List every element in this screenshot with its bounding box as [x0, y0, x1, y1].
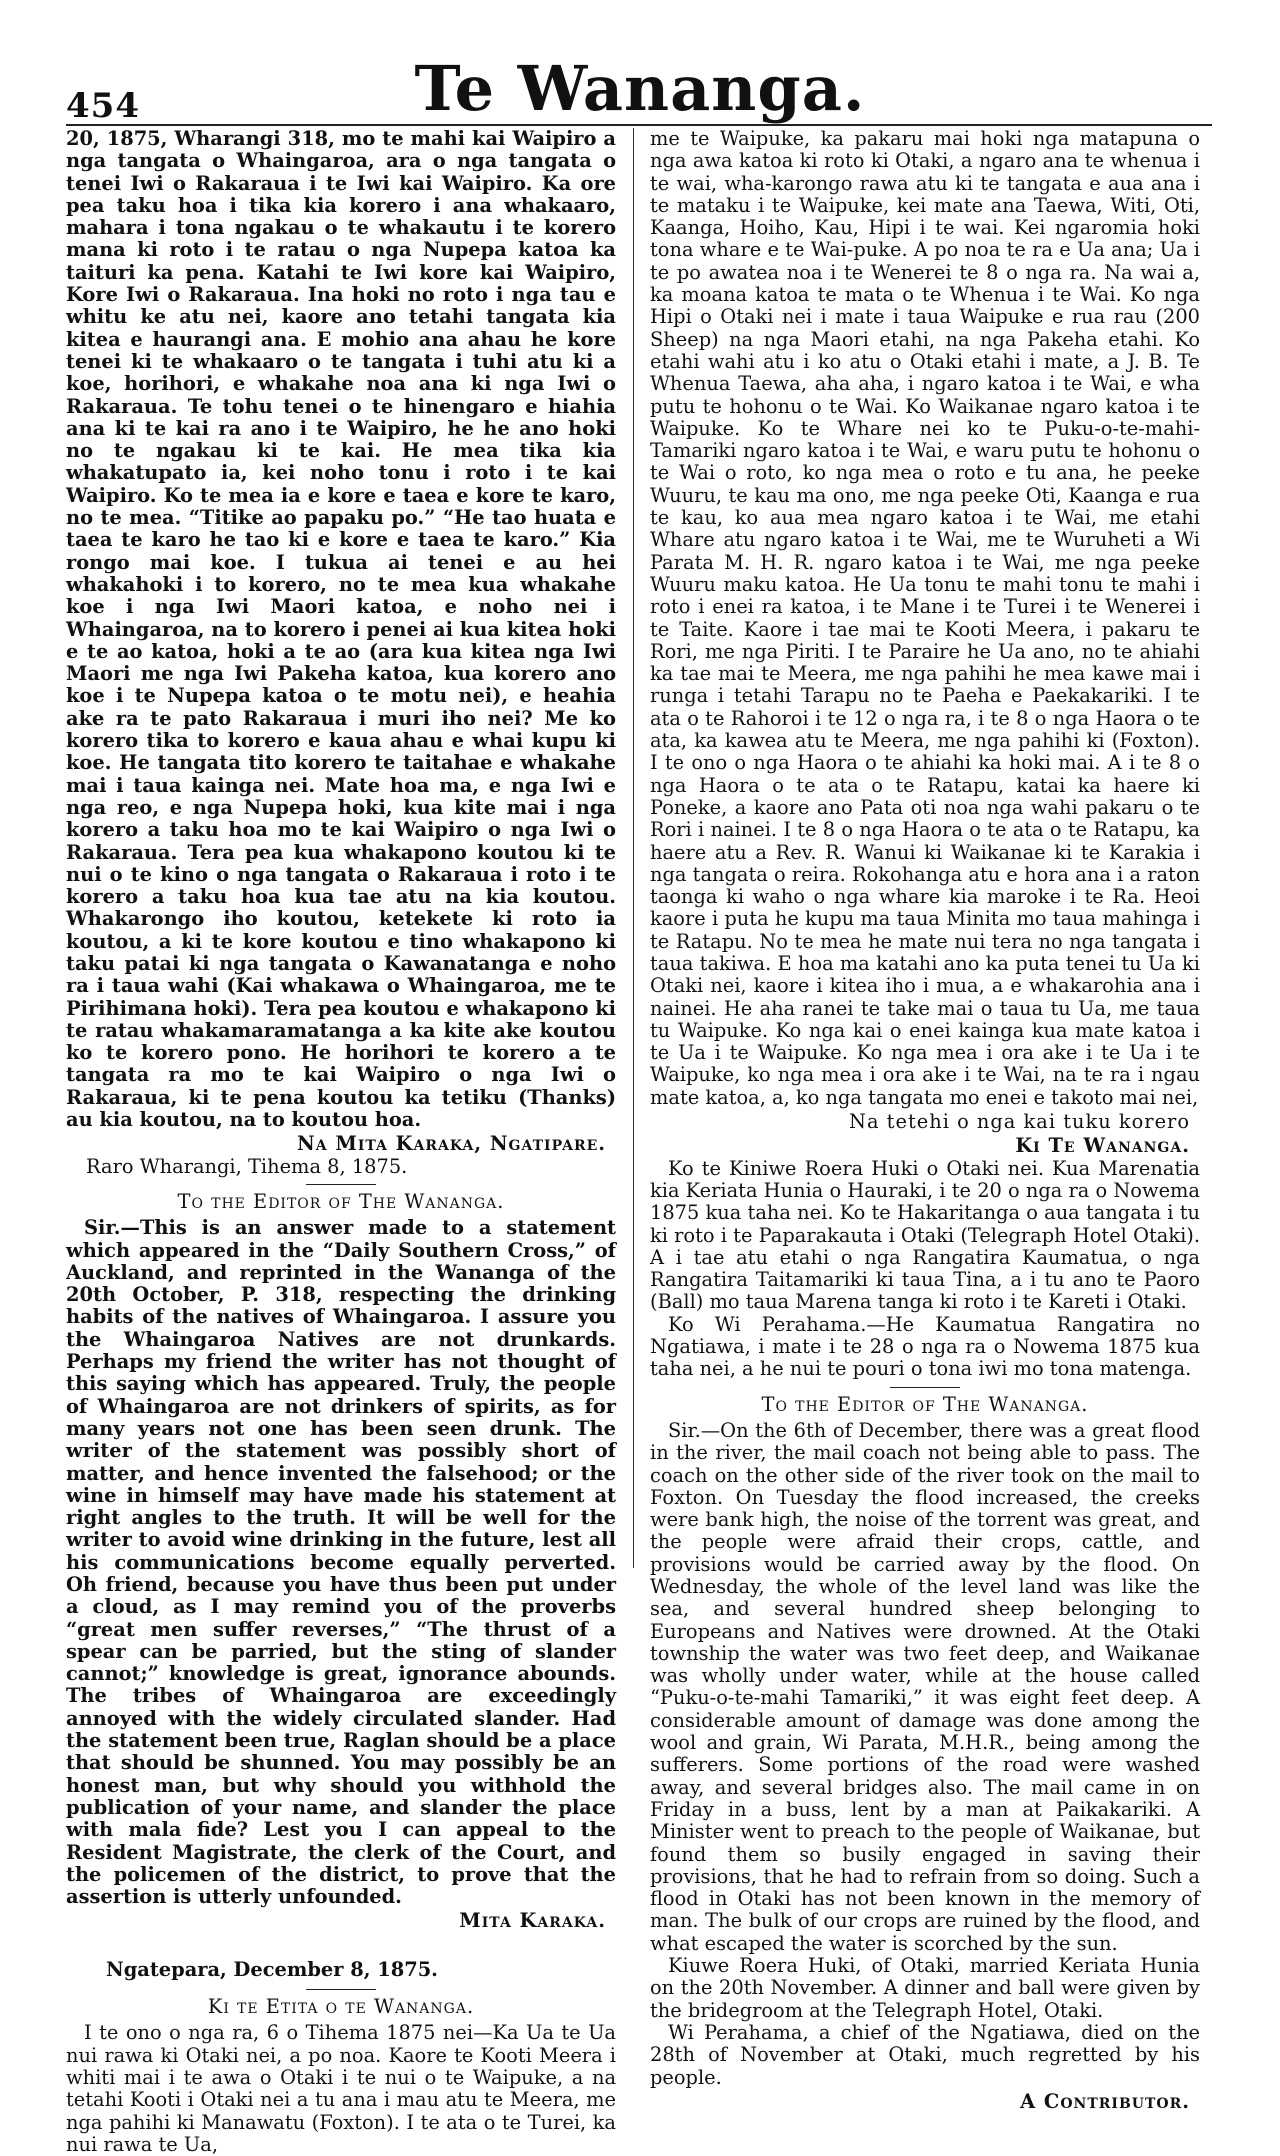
letter-english-paragraph: Sir.—This is an answer made to a statement which appeared in the “Daily Southern Cross,” of Auckland, and reprinted in the Wananga of the 20th October, P. 318, respecting the drinking habits of the natives of Whaingaroa. I assure you the Whaingaroa Natives are not drunkards. Perhaps my friend the writer has not thought of this saying which has appeared. Truly, the people of Whaingaroa are not drinkers of spirits, as for many years not one has been seen drunk. The writer of the statement was possibly short of matter, and hence invented the falsehood; or the wine in himself may have made his statement at right angles to the truth. It will be well for the writer to avoid wine drinking in the future, lest all his communications become equally perverted. Oh friend, because you have thus been put under a cloud, as I may remind you of the proverbs “great men suffer reverses,” “The thrust of a spear can be parried, but the sting of slander cannot;” knowledge is great, ignorance abounds. The tribes of Whaingaroa are exceedingly annoyed with the widely circulated slander. Had the statement been true, Raglan should be a place that should be shunned. You may possibly be an honest man, but why should you withhold the publication of your name, and slander the place with mala fide? Lest you I can appeal to the Resident Magistrate, the clerk of the Court, and the policemen of the district, to prove that the assertion is utterly unfounded.: [66, 1216, 616, 1909]
marriage-notice-english: Kiuwe Roera Huki, of Otaki, married Keriata Hunia on the 20th November. A dinner and ball were given by the bridegroom at the Telegraph Hotel, Otaki.: [650, 1954, 1200, 2022]
report-english-signature: A Contributor.: [1020, 2089, 1190, 2113]
report-maori-continued: me te Waipuke, ka pakaru mai hoki nga matapuna o nga awa katoa ki roto ki Otaki, a ngaro ana te whenua i te wai, wha-karongo rawa atu ki te tangata e aua ana i te mataku i te Waipuke, kei mate ana Taewa, Witi, Oti, Kaanga, Hoiho, Kau, Hipi i te wai. Kei ngaromia hoki tona whare e te Wai-puke. A po noa te ra e Ua ana; Ua i te po awatea noa i te Wenerei te 8 o nga ra. Na wai a, ka moana katoa te mata o te Whenua i te Wai. Ko nga Hipi o Otaki nei i mate i taua Waipuke e rua rau (200 Sheep) na nga Maori etahi, na nga Pakeha etahi. Ko etahi wahi atu i ko atu o Otaki etahi i mate, a J. B. Te Whenua Taewa, aha aha, i ngaro katoa i te Wai, e wha putu te hohonu o te Wai. Ko Waikanae ngaro katoa i te Waipuke. Ko te Whare nei ko te Puku-o-te-mahi-Tamariki ngaro katoa i te Wai, e waru putu te hohonu o te Wai o roto, ko nga mea o roto e tu ana, he peeke Wuuru, te kau ma ono, me nga peeke Oti, Kaanga e rua te kau, ko aua mea ngaro katoa i te Wai, me etahi Whare atu ngaro katoa i te Wai, me te Wuruheti a Wi Parata M. H. R. ngaro katoa i te Wai, me nga peeke Wuuru maku katoa. He Ua tonu te mahi tonu te mahi i roto i enei ra katoa, i te Mane i te Turei i te Wenerei i te Taite. Kaore i tae mai te Kooti Meera, i pakaru te Rori, me nga Piriti. I te Paraire he Ua ano, no te ahiahi ka tae mai te Meera, me nga pahihi he mea kawe mai i runga i tetahi Tarapu no te Paeha e Paekakariki. I te ata o te Rahoroi i te 12 o nga ra, i te 8 o nga Haora o te ata, ka kawea atu te Meera, me nga pahihi ki (Foxton). I te ono o nga Haora o te ahiahi ka hoki mai. A i te 8 o nga Haora o te ata o te Ratapu, katai ka haere ki Poneke, a kaore ano Pata oti noa nga wahi pakaru o te Rori i nainei. I te 8 o nga Haora o te ata o te Ratapu, ka haere atu a Rev. R. Wanui ki Waikanae ki te Karakia i nga tangata o reira. Rokohanga atu e hora ana i a raton taonga ki waho o nga whare kia maroke i te Ra. Heoi kaore i puta he kupu ma taua Minita mo taua mahinga i te Ratapu. No te mea he mate nui tera no nga tangata i taua takiwa. E hoa ma katahi ano ka puta tenei tu Ua ki Otaki nei, kaore i kitea iho i mua, a e whakarohia ana i nainei. He aha ranei te take mai o taua tu Ua, me taua tu Waipuke. Ko nga kai o enei kainga kua mate katoa i te Ua i te Waipuke. Ko nga mea i ora ake i te Ua i te Waipuke, ko nga mea i ora ake i te Wai, na te ra i ngau mate katoa, a, ko nga tangata mo enei e takoto mai nei,: [650, 127, 1200, 1109]
letter-maori-dateline: Raro Wharangi, Tihema 8, 1875.: [86, 1154, 408, 1178]
page-number: 454: [66, 86, 140, 126]
letter-maori-paragraph: 20, 1875, Wharangi 318, mo te mahi kai Waipiro a nga tangata o Whaingaroa, ara o nga tangata o tenei Iwi o Rakaraua i te Iwi kai Waipiro. Ka ore pea taku hoa i tika kia korero i ana whakaaro, mahara i tona ngakau o te whakautu i te korero mana ki roto i te ratau o nga Nupepa katoa ka taituri ka pena. Katahi te Iwi kore kai Waipiro, Kore Iwi o Rakaraua. Ina hoki no roto i nga tau e whitu ke atu nei, kaore ano tetahi tangata kia kitea e haurangi ana. E mohio ana ahau he kore tenei ki te whakaaro o te tangata i tuhi atu ki a koe, horihori, e whakahe noa ana ki nga Iwi o Rakaraua. Te tohu tenei o te hinengaro e hiahia ana ki te kai ra ano i te Waipiro, he he ano hoki no te ngakau ki te kai. He mea tika kia whakatupato ia, kei noho tonu i roto i te kai Waipiro. Ko te mea ia e kore e taea e kore te karo, no te mea. “Titike ao papaku po.” “He tao huata e taea te karo he tao ki e kore e taea te karo.” Kia rongo mai koe. I tukua ai tenei e au hei whakahoki i to korero, no te mea kua whakahe koe i nga Iwi Maori katoa, e noho nei i Whaingaroa, na to korero i penei ai kua kitea hoki e te ao katoa, hoki a te ao (ara kua kitea nga Iwi Maori me nga Iwi Pakeha katoa, kua korero ano koe i te Nupepa katoa o te motu nei), e heahia ake ra te pato Rakaraua i muri iho nei? Me ko korero tika to korero e kaua ahau e whai kupu ki koe. He tangata tito korero te taitahae e whakahe mai i taua kainga nei. Mate hoa ma, e nga Iwi e nga reo, e nga Nupepa hoki, kua kite mai i nga korero a taku hoa mo te kai Waipiro o nga Iwi o Rakaraua. Tera pea kua whakapono koutou ki te nui o te kino o nga tangata o Rakaraua i roto i te korero a taku hoa kua tae atu na kia koutou. Whakarongo iho koutou, ketekete ki roto ia koutou, a ki te kore koutou e tino whakapono ki taku patai ki nga tangata o Kawanatanga e noho ra i taua wahi (Kai whakawa o Whaingaroa, me te Pirihimana hoki). Tera pea koutou e whakapono ki te ratau whakamaramatanga a ka kite ake koutou ko te korero pono. He horihori te korero a te tangata ra mo te kai Waipiro o nga Iwi o Rakaraua, ki te pena koutou ka tetiku (Thanks) au kia koutou, na to koutou hoa.: [66, 127, 616, 1132]
report-maori-signature-line2: Ki Te Wananga.: [1015, 1134, 1190, 1158]
letter-english-heading: To the Editor of The Wananga.: [177, 1189, 505, 1213]
report-maori-signature: Na tetehi o nga kai tuku korero: [848, 1110, 1190, 1134]
report-english-paragraph: Sir.—On the 6th of December, there was a great flood in the river, the mail coach not being able to pass. The coach on the other side of the river took on the mail to Foxton. On Tuesday the flood increased, the creeks were bank high, the noise of the torrent was great, and the people were afraid their crops, cattle, and provisions would be carried away by the flood. On Wednesday, the whole of the level land was like the sea, and several hundred sheep belonging to Europeans and Natives were drowned. At the Otaki township the water was two feet deep, and Waikanae was wholly under water, while at the house called “Puku-o-te-mahi Tamariki,” it was eight feet deep. A considerable amount of damage was done among the wool and grain, Wi Parata, M.H.R., being among the sufferers. Some portions of the road were washed away, and several bridges also. The mail came in on Friday in a buss, lent by a man at Paikakariki. A Minister went to preach to the people of Waikanae, but found them so busily engaged in saving their provisions, that he had to refrain from so doing. Such a flood in Otaki has not been known in the memory of man. The bulk of our crops are ruined by the flood, and what escaped the water is scorched by the sun.: [650, 1418, 1200, 1955]
letter-english-signature: Mita Karaka.: [459, 1909, 606, 1933]
letter-english-dateline: Ngatepara, December 8, 1875.: [106, 1957, 438, 1981]
newspaper-masthead: Te Wananga.: [414, 52, 866, 125]
section-rule: [306, 1184, 376, 1185]
report-maori-paragraph: I te ono o nga ra, 6 o Tihema 1875 nei—Ka Ua te Ua nui rawa ki Otaki nei, a po noa. Kaore te Kooti Meera i whiti mai i te awa o Otaki i te nui o te Waipuke, a na tetahi Kooti i Otaki nei a tu ana i mau atu te Meera, me nga pahihi ki Manawatu (Foxton). I te ata o te Turei, ka nui rawa te Ua,: [66, 2021, 616, 2156]
marriage-notice-maori: Ko te Kiniwe Roera Huki o Otaki nei. Kua Marenatia kia Keriata Hunia o Hauraki, i te 20 o nga ra o Nowema 1875 kua taha nei. Ko te Hakaritanga o aua tangata i tu ki roto i te Paparakauta i Otaki (Telegraph Hotel Otaki). A i tae atu etahi o nga Rangatira Kaumatua, o nga Rangatira Taitamariki ki taua Tina, a i tu ano te Paoro (Ball) mo taua Marena tanga ki roto i te Kareti i Otaki.: [650, 1156, 1200, 1314]
section-rule: [890, 1387, 960, 1388]
right-column: [650, 127, 1200, 2113]
masthead-rule: [66, 124, 1212, 126]
obituary-notice-maori: Ko Wi Perahama.—He Kaumatua Rangatira no Ngatiawa, i mate i te 28 o nga ra o Nowema 1875 kua taha nei, a he nui te pouri o tona iwi mo tona matenga.: [650, 1312, 1200, 1381]
report-maori-heading: Ki te Etita o te Wananga.: [207, 1995, 475, 2019]
column-divider: [633, 128, 634, 1568]
obituary-notice-english: Wi Perahama, a chief of the Ngatiawa, died on the 28th of November at Otaki, much regretted by his people.: [650, 2020, 1200, 2089]
letter-maori-signature: Na Mita Karaka, Ngatipare.: [297, 1132, 606, 1156]
report-english-heading: To the Editor of The Wananga.: [761, 1392, 1089, 1416]
section-rule: [306, 1989, 376, 1990]
left-column: [66, 127, 616, 2156]
